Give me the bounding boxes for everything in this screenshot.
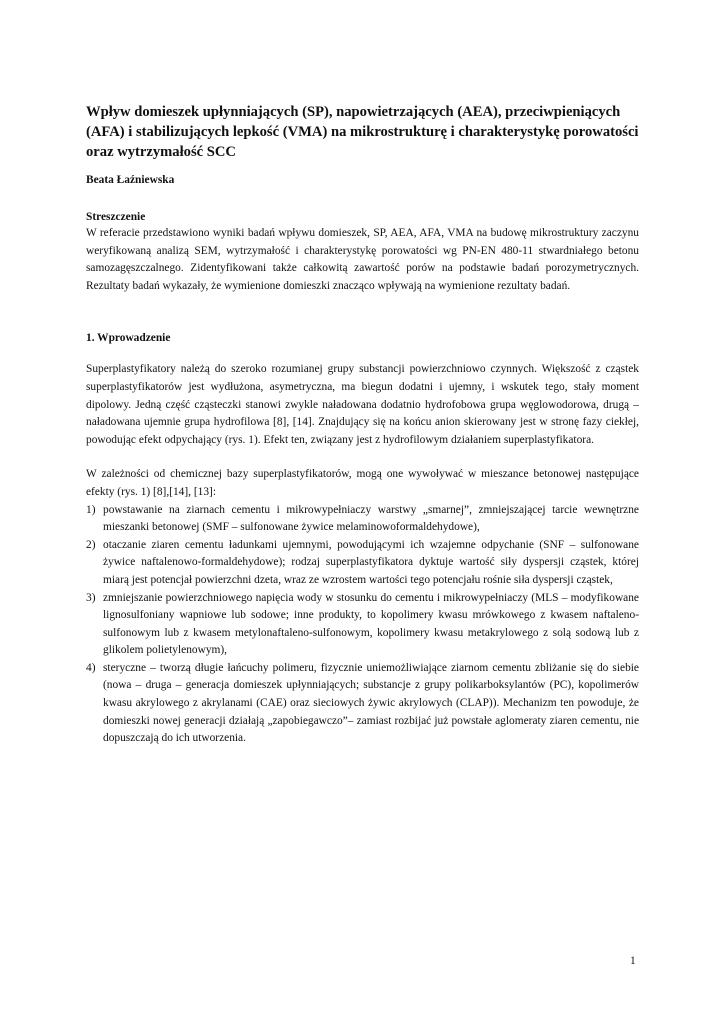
page-number: 1 [630,955,636,967]
abstract-text: W referacie przedstawiono wyniki badań wpływu domieszek, SP, AEA, AFA, VMA na budowę mikrostruktury zaczynu weryfikowaną analizą SEM, wytrzymałość i charakterystykę porowatości wg PN-EN 480-11 stwardniałego betonu samozagęszczalnego. Zidentyfikowani także całkowitą zawartość porów na podstawie badań porozymetrycznych. Rezultaty badań wykazały, że wymienione domieszki znacząco wpływają na wymienione rezultaty badań. [86,227,639,292]
paper-title: Wpływ domieszek upłynniających (SP), napowietrzających (AEA), przeciwpieniących (AFA) i stabilizujących lepkość (VMA) na mikrostrukturę i charakterystykę porowatości oraz wytrzymałość SCC [86,104,639,160]
list-item [86,590,639,660]
section-heading-introduction: 1. Wprowadzenie [86,332,171,345]
intro-paragraph-2: W zależności od chemicznej bazy superplastyfikatorów, mogą one wywoływać w mieszance betonowej następujące efekty (rys. 1) [8],[14], [13]: [86,468,639,498]
list-item-text: powstawanie na ziarnach cementu i mikrowypełniaczy warstwy „smarnej”, zmniejszającej tarcie wewnętrzne mieszanki betonowej (SMF – sulfonowane żywice melaminowoformaldehydowe), [103,503,639,534]
list-item-number: 3) [86,591,96,604]
author-name: Beata Łaźniewska [86,174,175,186]
list-item-text: otaczanie ziaren cementu ładunkami ujemnymi, powodującymi ich wzajemne odpychanie (SNF – sulfonowane żywice naftalenowo-formaldehydowe); rodzaj superplastyfikatora dyktuje wartość siły dyspersji cząstek, której miarą jest potencjał powierzchni dzeta, wraz ze wzrostem wartości tego potencjału rośnie siła dyspersji cząstek, [103,538,639,586]
list-item-number: 2) [86,538,96,551]
abstract-heading: Streszczenie [86,211,146,223]
list-item-number: 1) [86,503,96,516]
list-item [86,660,639,748]
list-item-number: 4) [86,661,96,674]
document-page [86,102,639,748]
list-item [86,537,639,590]
list-item-text: zmniejszanie powierzchniowego napięcia wody w stosunku do cementu i mikrowypełniaczy (MLS – modyfikowane lignosulfoniany wapniowe lub sodowe; inne produkty, to kopolimery kwasu mrówkowego z kwasem naftaleno-sulfonowym lub z kwasem metylonaftaleno-sulfonowym, kopolimery kwasu metakrylowego z solą sodową lub z glikolem polietylenowym), [103,591,639,657]
list-item-text: steryczne – tworzą długie łańcuchy polimeru, fizycznie uniemożliwiające ziarnom cementu zbliżanie się do siebie (nowa – druga – generacja domieszek upłynniających; substancje z grupy polikarboksylantów (PC), kopolimerów kwasu akrylowego z akrylanami (CAE) oraz sieciowych żywic akrylowych (CLAP)). Mechanizm ten powoduje, że domieszki nowej generacji działają „zapobiegawczo”– zamiast rozbijać już powstałe aglomeraty ziaren cementu, nie dopuszczają do ich utworzenia. [103,661,639,745]
effects-list [86,502,639,748]
list-item [86,502,639,537]
intro-paragraph-1: Superplastyfikatory należą do szeroko rozumianej grupy substancji powierzchniowo czynnych. Większość z cząstek superplastyfikatorów jest wydłużona, asymetryczna, ma biegun dodatni i ujemny, i wskutek tego, stały moment dipolowy. Jedną część cząsteczki stanowi zwykle naładowana dodatnio hydrofobowa grupa węglowodorowa, drugą – naładowana ujemnie grupa hydrofilowa [8], [14]. Znajdujący się na końcu anion skierowany jest w stronę fazy ciekłej, powodując efekt odpychający (rys. 1). Efekt ten, związany jest z hydrofilowym działaniem superplastyfikatora. [86,363,639,446]
